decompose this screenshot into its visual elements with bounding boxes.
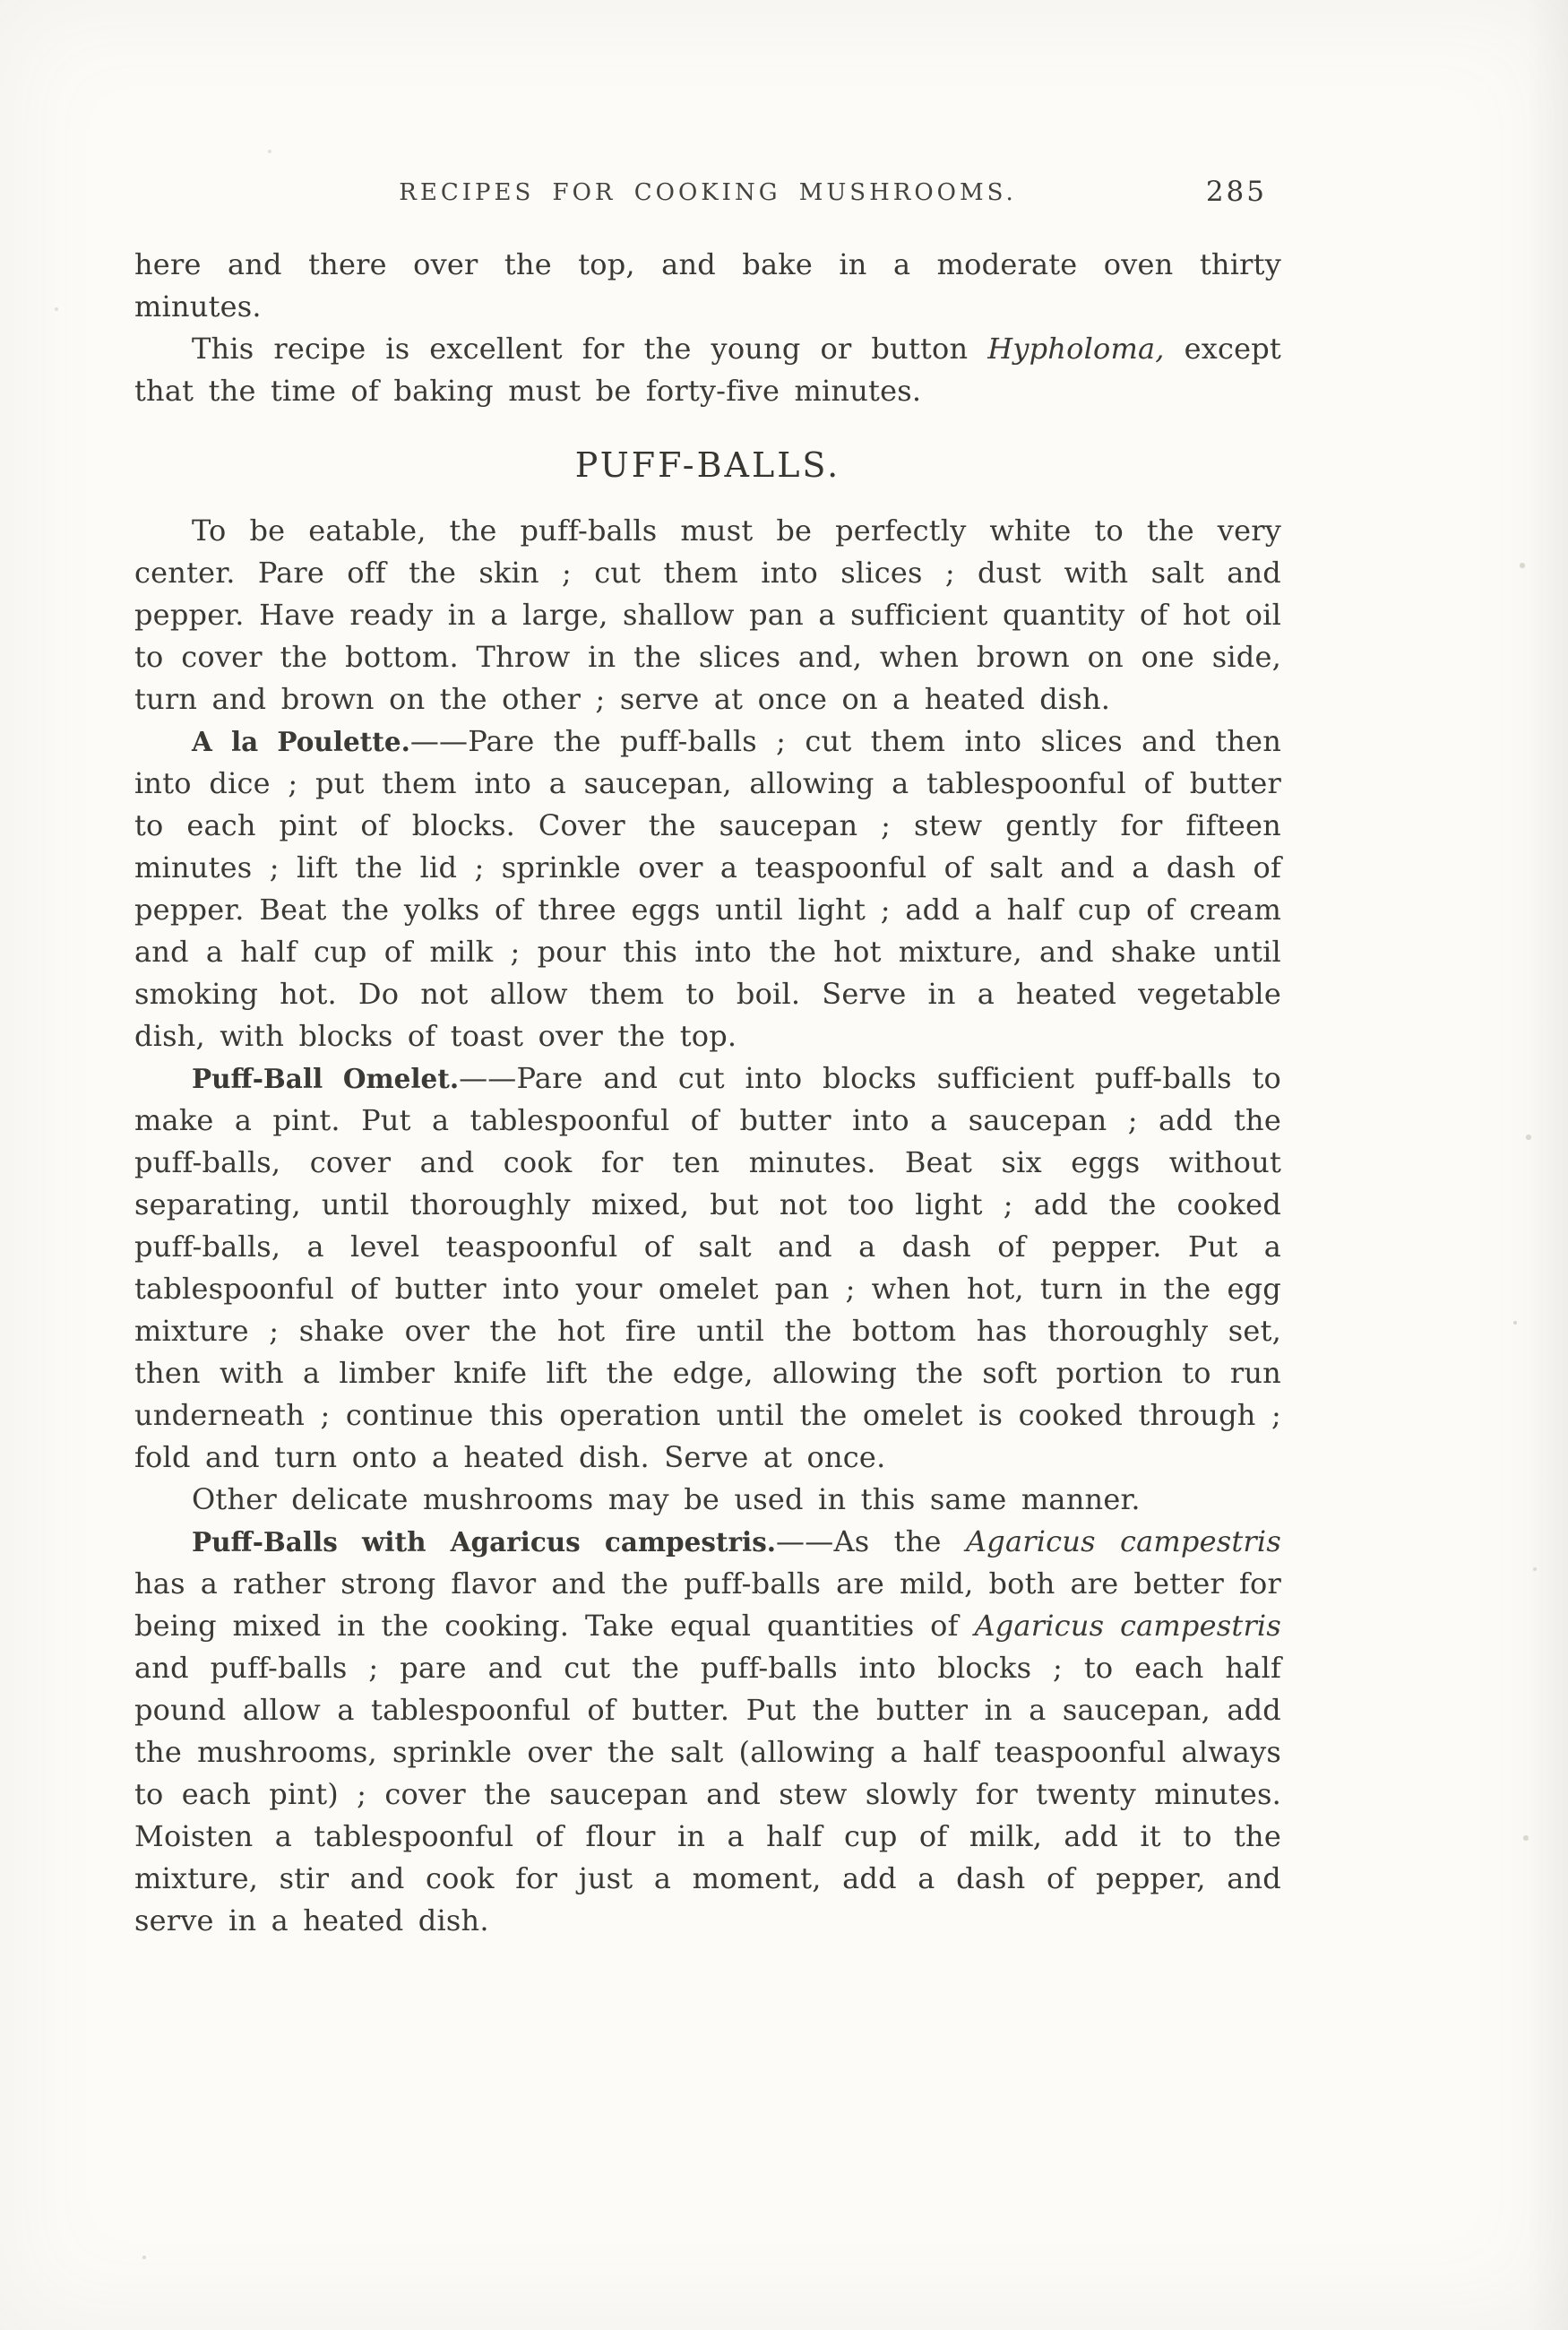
text-segment: here and there over the top, and bake in a moderate oven thirty minutes. bbox=[134, 247, 1281, 324]
text-segment: This recipe is excellent for the young or button bbox=[192, 332, 988, 366]
recipe-lead-in: A la Poulette. bbox=[192, 726, 410, 757]
scan-specks bbox=[0, 0, 2, 2]
section-heading-puff-balls: PUFF-BALLS. bbox=[574, 445, 841, 485]
text-segment: ——Pare the puff-balls ; cut them into slices and then into dice ; put them into a saucepan, allowing a tablespoonful of butter to each pint of blocks. Cover the saucepan ; stew gently for fifteen minutes ; lift the lid ; sprinkle over a teaspoonful of salt and a dash of pepper. Beat the yolks of three eggs until light ; add a half cup of cream and a half cup of milk ; pour this into the hot mixture, and shake until smoking hot. Do not allow them to boil. Serve in a heated vegetable dish, with blocks of toast over the top. bbox=[134, 724, 1282, 1053]
text-segment: To be eatable, the puff-balls must be perfectly white to the very center. Pare off the skin ; cut them into slices ; dust with salt and pepper. Have ready in a large, shallow pan a sufficient quantity of hot oil to cover the bottom. Throw in the slices and, when brown on one side, turn and brown on the other ; serve at once on a heated dish. bbox=[134, 513, 1281, 716]
paragraph-other-mushrooms bbox=[134, 1479, 1281, 1521]
page-number: 285 bbox=[1205, 176, 1267, 208]
recipe-puff-balls-with-agaricus-campestris bbox=[134, 1521, 1281, 1942]
species-name: Agaricus campestris bbox=[965, 1524, 1281, 1558]
page-header bbox=[134, 176, 1281, 215]
recipe-a-la-poulette bbox=[134, 721, 1281, 1057]
text-segment: and puff-balls ; pare and cut the puff-balls into blocks ; to each half pound allow a tablespoonful of butter. Put the butter in a saucepan, add the mushrooms, sprinkle over the salt (allowing a half teaspoonful always to each pint) ; cover the saucepan and stew slowly for twenty minutes. Moisten a tablespoonful of flour in a half cup of milk, add it to the mixture, stir and cook for just a moment, add a dash of pepper, and serve in a heated dish. bbox=[134, 1651, 1281, 1937]
species-name: Hypholoma, bbox=[987, 332, 1165, 366]
text-segment: except that the time of baking must be forty-five minutes. bbox=[134, 332, 1281, 408]
recipe-lead-in: Puff-Ball Omelet. bbox=[192, 1063, 460, 1094]
recipe-puff-ball-omelet bbox=[134, 1057, 1281, 1479]
paragraph-hypholoma-note bbox=[134, 328, 1281, 412]
text-segment: ——Pare and cut into blocks sufficient puff-balls to make a pint. Put a tablespoonful of butter into a saucepan ; add the puff-balls, cover and cook for ten minutes. Beat six eggs without separating, until thoroughly mixed, but not too light ; add the cooked puff-balls, a level teaspoonful of salt and a dash of pepper. Put a tablespoonful of butter into your omelet pan ; when hot, turn in the egg mixture ; shake over the hot fire until the bottom has thoroughly set, then with a limber knife lift the edge, allowing the soft portion to run underneath ; continue this operation until the omelet is cooked through ; fold and turn onto a heated dish. Serve at once. bbox=[134, 1061, 1281, 1474]
species-name: Agaricus campestris bbox=[974, 1609, 1281, 1643]
paragraph-puff-balls-intro bbox=[134, 510, 1281, 721]
text-segment: ——As the bbox=[776, 1524, 966, 1558]
paragraph-continuation bbox=[134, 244, 1281, 328]
recipe-lead-in: Puff-Balls with Agaricus campestris. bbox=[192, 1526, 777, 1558]
text-segment: Other delicate mushrooms may be used in this same manner. bbox=[192, 1482, 1141, 1516]
text-segment: has a rather strong flavor and the puff-balls are mild, both are better for being mixed in the cooking. Take equal quantities of bbox=[134, 1566, 1281, 1643]
text-block bbox=[134, 244, 1281, 1942]
running-title: RECIPES FOR COOKING MUSHROOMS. bbox=[399, 179, 1017, 206]
scan-edge-shadow bbox=[1527, 0, 1568, 2330]
